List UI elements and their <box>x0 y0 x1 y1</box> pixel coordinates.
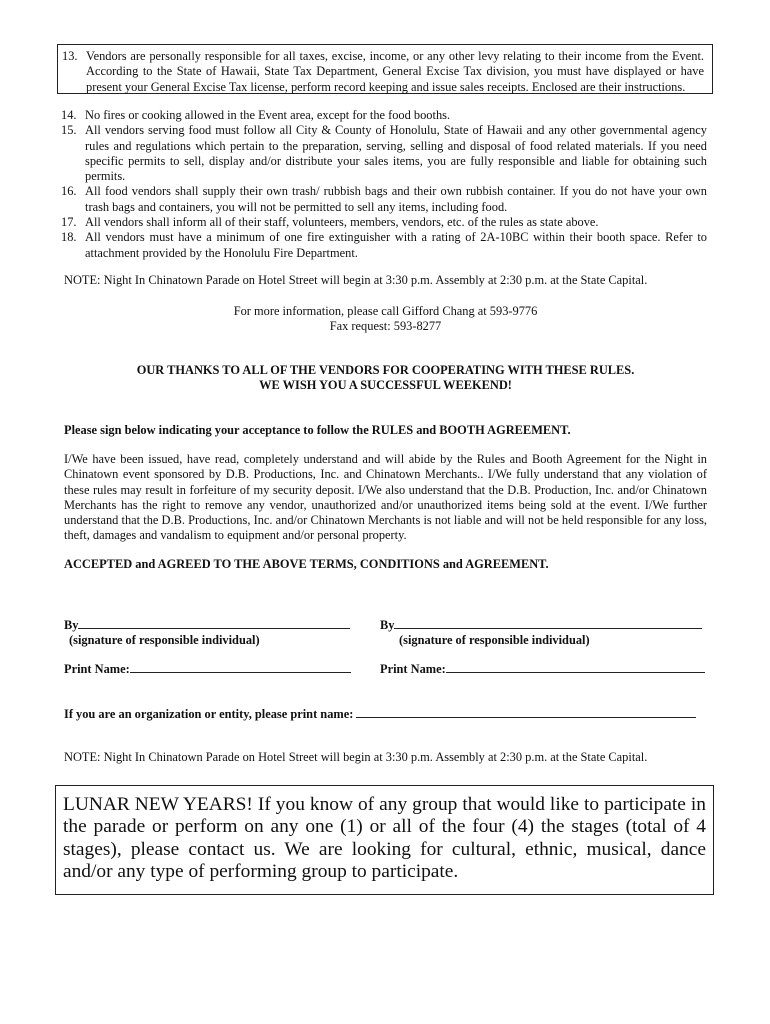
print-name-left <box>64 661 351 677</box>
parade-note-repeat: NOTE: Night In Chinatown Parade on Hotel Street will begin at 3:30 p.m. Assembly at 2:30 p.m. at the State Capital. <box>64 750 648 764</box>
print-name-line[interactable] <box>130 661 351 673</box>
signature-block-right <box>380 617 702 649</box>
rule-item-17 <box>61 215 707 230</box>
rule-item-18 <box>61 230 707 261</box>
agreement-paragraph: I/We have been issued, have read, completely understand and will abide by the Rules and Booth Agreement for the Night in Chinatown event sponsored by D.B. Productions, Inc. and Chinatown Merchants.. I/We fully understand that any violation of these rules may result in forfeiture of my security deposit. I/We also understand that the D.B. Production, Inc. and/or Chinatown Merchants has the right to remove any vendor, unauthorized and/or unauthorized items being sold at the event. I/We further understand that the D.B. Productions, Inc. and/or Chinatown Merchants is not liable and will not be held responsible for any loss, theft, damages and vandalism to equipment and/or personal property. <box>64 452 707 543</box>
rule-number: 13. <box>62 49 78 63</box>
rule-item-15 <box>61 123 707 184</box>
fax-line: Fax request: 593-8277 <box>329 319 442 334</box>
rule-text: All vendors serving food must follow all City & County of Honolulu, State of Hawaii and any other governmental agency rules and regulations which pertain to the preparation, serving, selling and disposal of food related materials. If you need specific permits to sell, display and/or distribute your sales items, you are fully responsible and liable for obtaining such permits. <box>85 123 707 184</box>
print-name-label: Print Name: <box>380 662 446 676</box>
organization-row <box>64 706 696 722</box>
thanks-line-1: OUR THANKS TO ALL OF THE VENDORS FOR COOPERATING WITH THESE RULES. <box>136 363 635 377</box>
print-name-right <box>380 661 705 677</box>
rule-number: 17. <box>61 215 77 230</box>
rule-number: 15. <box>61 123 77 138</box>
rules-list <box>61 108 707 261</box>
rule-text: All vendors must have a minimum of one fire extinguisher with a rating of 2A-10BC within their booth space. Refer to attachment provided by the Honolulu Fire Department. <box>85 230 707 260</box>
signature-block-left <box>64 617 350 649</box>
parade-note: NOTE: Night In Chinatown Parade on Hotel Street will begin at 3:30 p.m. Assembly at 2:30 p.m. at the State Capital. <box>64 273 648 287</box>
rule-text: No fires or cooking allowed in the Event area, except for the food booths. <box>85 108 451 122</box>
signature-line[interactable] <box>394 617 702 629</box>
signature-line[interactable] <box>78 617 350 629</box>
phone-line: For more information, please call Gifford Chang at 593-9776 <box>233 304 538 318</box>
rule-number: 16. <box>61 184 77 199</box>
rule-13-box <box>57 44 713 94</box>
rule-item-13 <box>62 49 704 95</box>
rule-text: Vendors are personally responsible for all taxes, excise, income, or any other levy relating to their income from the Event. According to the State of Hawaii, State Tax Department, General Excise Tax division, you must have displayed or have present your General Excise Tax license, perform record keeping and issue sales receipts. Enclosed are their instructions. <box>86 49 704 94</box>
thanks-heading <box>64 363 707 394</box>
by-label: By <box>380 618 395 632</box>
print-name-label: Print Name: <box>64 662 130 676</box>
print-name-line[interactable] <box>446 661 705 673</box>
rule-item-16 <box>61 184 707 215</box>
thanks-line-2: WE WISH YOU A SUCCESSFUL WEEKEND! <box>259 378 512 393</box>
rule-text: All vendors shall inform all of their staff, volunteers, members, vendors, etc. of the rules as state above. <box>85 215 599 230</box>
signature-caption: (signature of responsible individual) <box>399 633 590 648</box>
organization-label: If you are an organization or entity, please print name: <box>64 707 354 721</box>
accepted-statement: ACCEPTED and AGREED TO THE ABOVE TERMS, CONDITIONS and AGREEMENT. <box>64 557 549 571</box>
rule-item-14 <box>61 108 707 123</box>
by-label: By <box>64 618 79 632</box>
lunar-new-year-box: LUNAR NEW YEARS! If you know of any group that would like to participate in the parade or perform on any one (1) or all of the four (4) the stages (total of 4 stages), please contact us. We are looking for cultural, ethnic, musical, dance and/or any type of performing group to participate. <box>55 785 714 895</box>
organization-line[interactable] <box>356 706 696 718</box>
contact-info <box>64 304 707 335</box>
signature-caption: (signature of responsible individual) <box>69 633 260 648</box>
rule-text: All food vendors shall supply their own trash/ rubbish bags and their own rubbish container. If you do not have your own trash bags and containers, you will not be permitted to sell any items, including food. <box>85 184 707 214</box>
sign-prompt: Please sign below indicating your acceptance to follow the RULES and BOOTH AGREEMENT. <box>64 423 571 437</box>
rule-number: 18. <box>61 230 77 245</box>
rule-number: 14. <box>61 108 77 122</box>
